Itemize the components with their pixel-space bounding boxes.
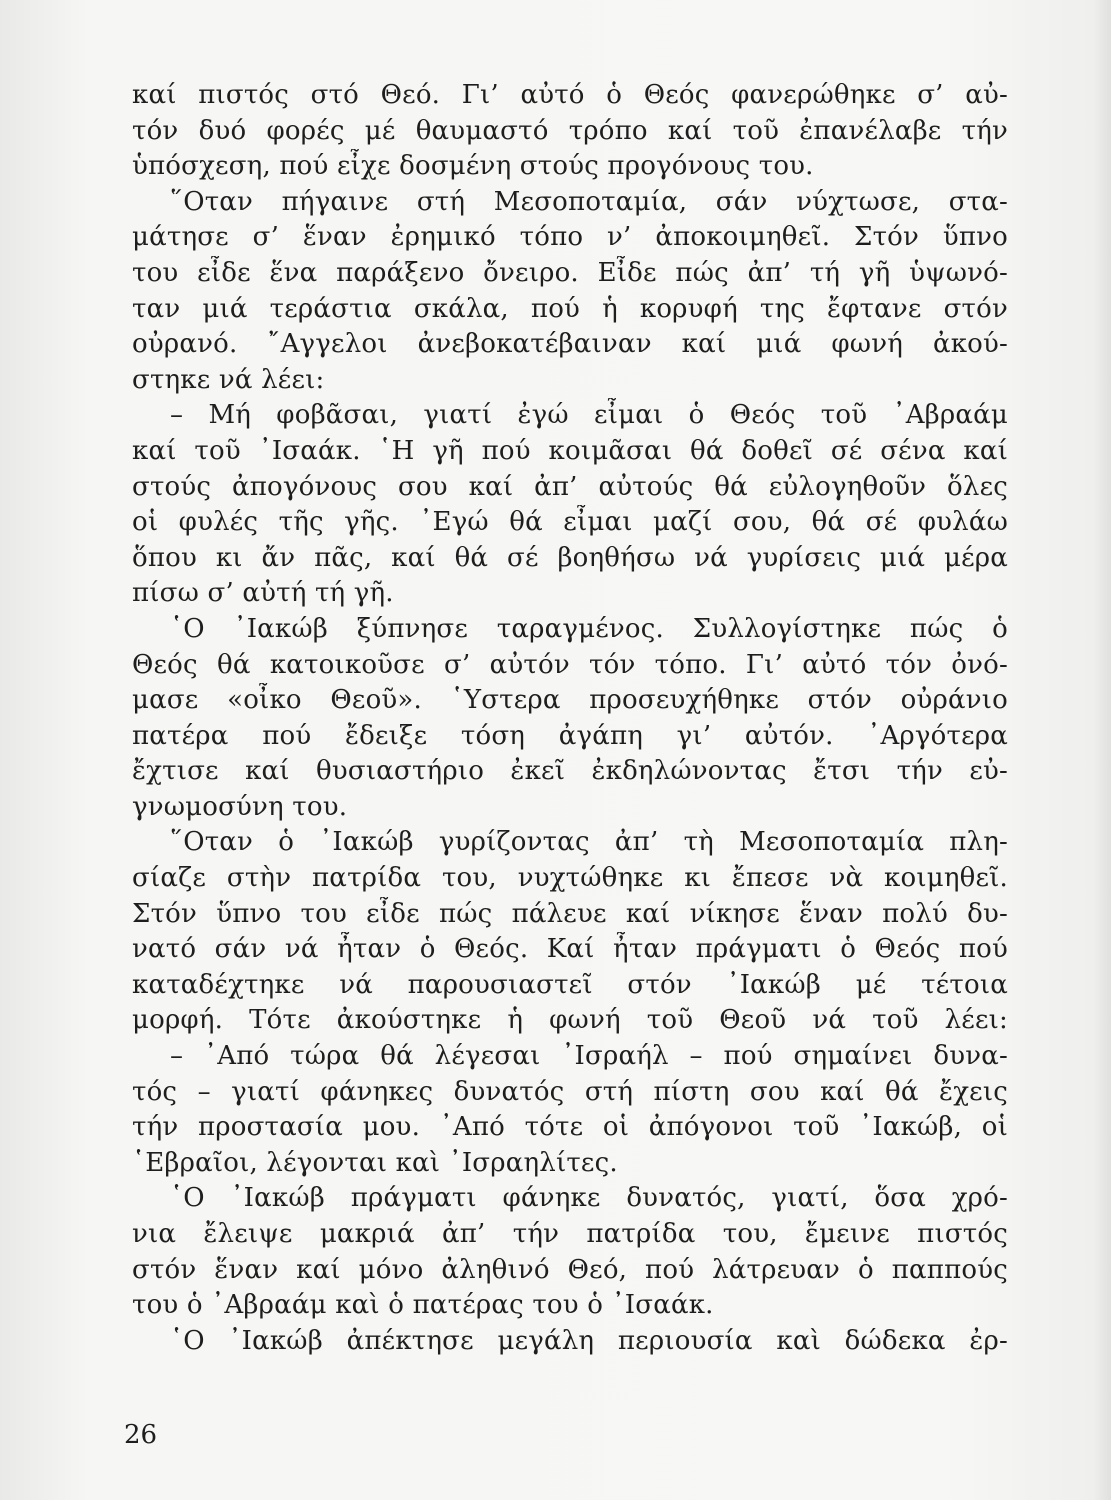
- text-line: γνωμοσύνη του.: [132, 791, 348, 822]
- text-line: νατό σάν νά ἦταν ὁ Θεός. Καί ἦταν πράγματι ὁ Θεός πού: [132, 934, 1008, 965]
- text-line: καί πιστός στό Θεό. Γι’ αὐτό ὁ Θεός φανερώθηκε σ’ αὐ-: [132, 80, 1008, 110]
- text-line: ἔχτισε καί θυσιαστήριο ἐκεῖ ἐκδηλώνοντας ἔτσι τήν εὐ-: [132, 756, 1008, 787]
- text-line: στούς ἀπογόνους σου καί ἀπ’ αὐτούς θά εὐλογηθοῦν ὅλες: [132, 471, 1008, 502]
- text-line: στηκε νά λέει:: [132, 364, 325, 395]
- text-line: μάτησε σ’ ἕναν ἐρημικό τόπο ν’ ἀποκοιμηθεῖ. Στόν ὕπνο: [132, 222, 1008, 253]
- text-line: Θεός θά κατοικοῦσε σ’ αὐτόν τόν τόπο. Γι’ αὐτό τόν ὀνό-: [132, 649, 1008, 680]
- text-line: ὑπόσχεση, πού εἶχε δοσμένη στούς προγόνους του.: [132, 151, 814, 182]
- text-line: του ὁ ᾿Αβραάμ καὶ ὁ πατέρας του ὁ ᾿Ισαάκ.: [132, 1290, 714, 1321]
- text-line: ῾Ο ᾿Ιακώβ ἀπέκτησε μεγάλη περιουσία καὶ δώδεκα ἐρ-: [170, 1325, 1008, 1356]
- text-line: ὅπου κι ἄν πᾶς, καί θά σέ βοηθήσω νά γυρίσεις μιά μέρα: [132, 542, 1008, 573]
- text-line: – Μή φοβᾶσαι, γιατί ἐγώ εἶμαι ὁ Θεός τοῦ ᾿Αβραάμ: [170, 400, 1008, 431]
- text-line: του εἶδε ἕνα παράξενο ὄνειρο. Εἶδε πώς ἀπ’ τή γῆ ὑψωνό-: [132, 257, 1008, 288]
- text-line: τόν δυό φορές μέ θαυμαστό τρόπο καί τοῦ ἐπανέλαβε τήν: [132, 115, 1008, 146]
- text-line: ῾Ο ᾿Ιακώβ ξύπνησε ταραγμένος. Συλλογίστηκε πώς ὁ: [170, 613, 1008, 644]
- body-text: [132, 78, 1008, 1359]
- text-line: τήν προστασία μου. ᾿Από τότε οἱ ἀπόγονοι τοῦ ᾿Ιακώβ, οἱ: [132, 1112, 1008, 1143]
- text-line: οἱ φυλές τῆς γῆς. ᾿Εγώ θά εἶμαι μαζί σου, θά σέ φυλάω: [132, 507, 1008, 538]
- text-line: ῞Οταν πήγαινε στή Μεσοποταμία, σάν νύχτωσε, στα-: [170, 186, 1008, 217]
- text-line: σίαζε στὴν πατρίδα του, νυχτώθηκε κι ἔπεσε νὰ κοιμηθεῖ.: [132, 863, 1008, 894]
- text-line: ῾Εβραῖοι, λέγονται καὶ ᾿Ισραηλίτες.: [132, 1147, 618, 1178]
- text-line: νια ἔλειψε μακριά ἀπ’ τήν πατρίδα του, ἔμεινε πιστός: [132, 1219, 1008, 1249]
- text-line: καί τοῦ ᾿Ισαάκ. ῾Η γῆ πού κοιμᾶσαι θά δοθεῖ σέ σένα καί: [132, 435, 1008, 466]
- text-line: – ᾿Από τώρα θά λέγεσαι ᾿Ισραήλ – πού σημαίνει δυνα-: [170, 1041, 1008, 1072]
- text-line: Στόν ὕπνο του εἶδε πώς πάλευε καί νίκησε ἕναν πολύ δυ-: [132, 898, 1008, 929]
- text-line: ῾Ο ᾿Ιακώβ πράγματι φάνηκε δυνατός, γιατί, ὅσα χρό-: [170, 1183, 1008, 1214]
- text-line: στόν ἕναν καί μόνο ἀληθινό Θεό, πού λάτρευαν ὁ παππούς: [132, 1254, 1008, 1285]
- text-line: μορφή. Τότε ἀκούστηκε ἡ φωνή τοῦ Θεοῦ νά τοῦ λέει:: [132, 1005, 1008, 1036]
- text-line: πίσω σ’ αὐτή τή γῆ.: [132, 578, 394, 609]
- page-number: 26: [124, 1420, 158, 1450]
- text-line: ταν μιά τεράστια σκάλα, πού ἡ κορυφή της ἔφτανε στόν: [132, 293, 1008, 324]
- text-line: οὐρανό. ῎Αγγελοι ἀνεβοκατέβαιναν καί μιά φωνή ἀκού-: [132, 329, 1008, 360]
- text-line: καταδέχτηκε νά παρουσιαστεῖ στόν ᾿Ιακώβ μέ τέτοια: [132, 969, 1008, 1000]
- text-line: ῞Οταν ὁ ᾿Ιακώβ γυρίζοντας ἀπ’ τὴ Μεσοποταμία πλη-: [170, 827, 1008, 858]
- text-line: τός – γιατί φάνηκες δυνατός στή πίστη σου καί θά ἔχεις: [132, 1076, 1008, 1107]
- text-line: πατέρα πού ἔδειξε τόση ἀγάπη γι’ αὐτόν. ᾿Αργότερα: [132, 720, 1008, 751]
- text-line: μασε «οἶκο Θεοῦ». ῾Υστερα προσευχήθηκε στόν οὐράνιο: [132, 685, 1008, 716]
